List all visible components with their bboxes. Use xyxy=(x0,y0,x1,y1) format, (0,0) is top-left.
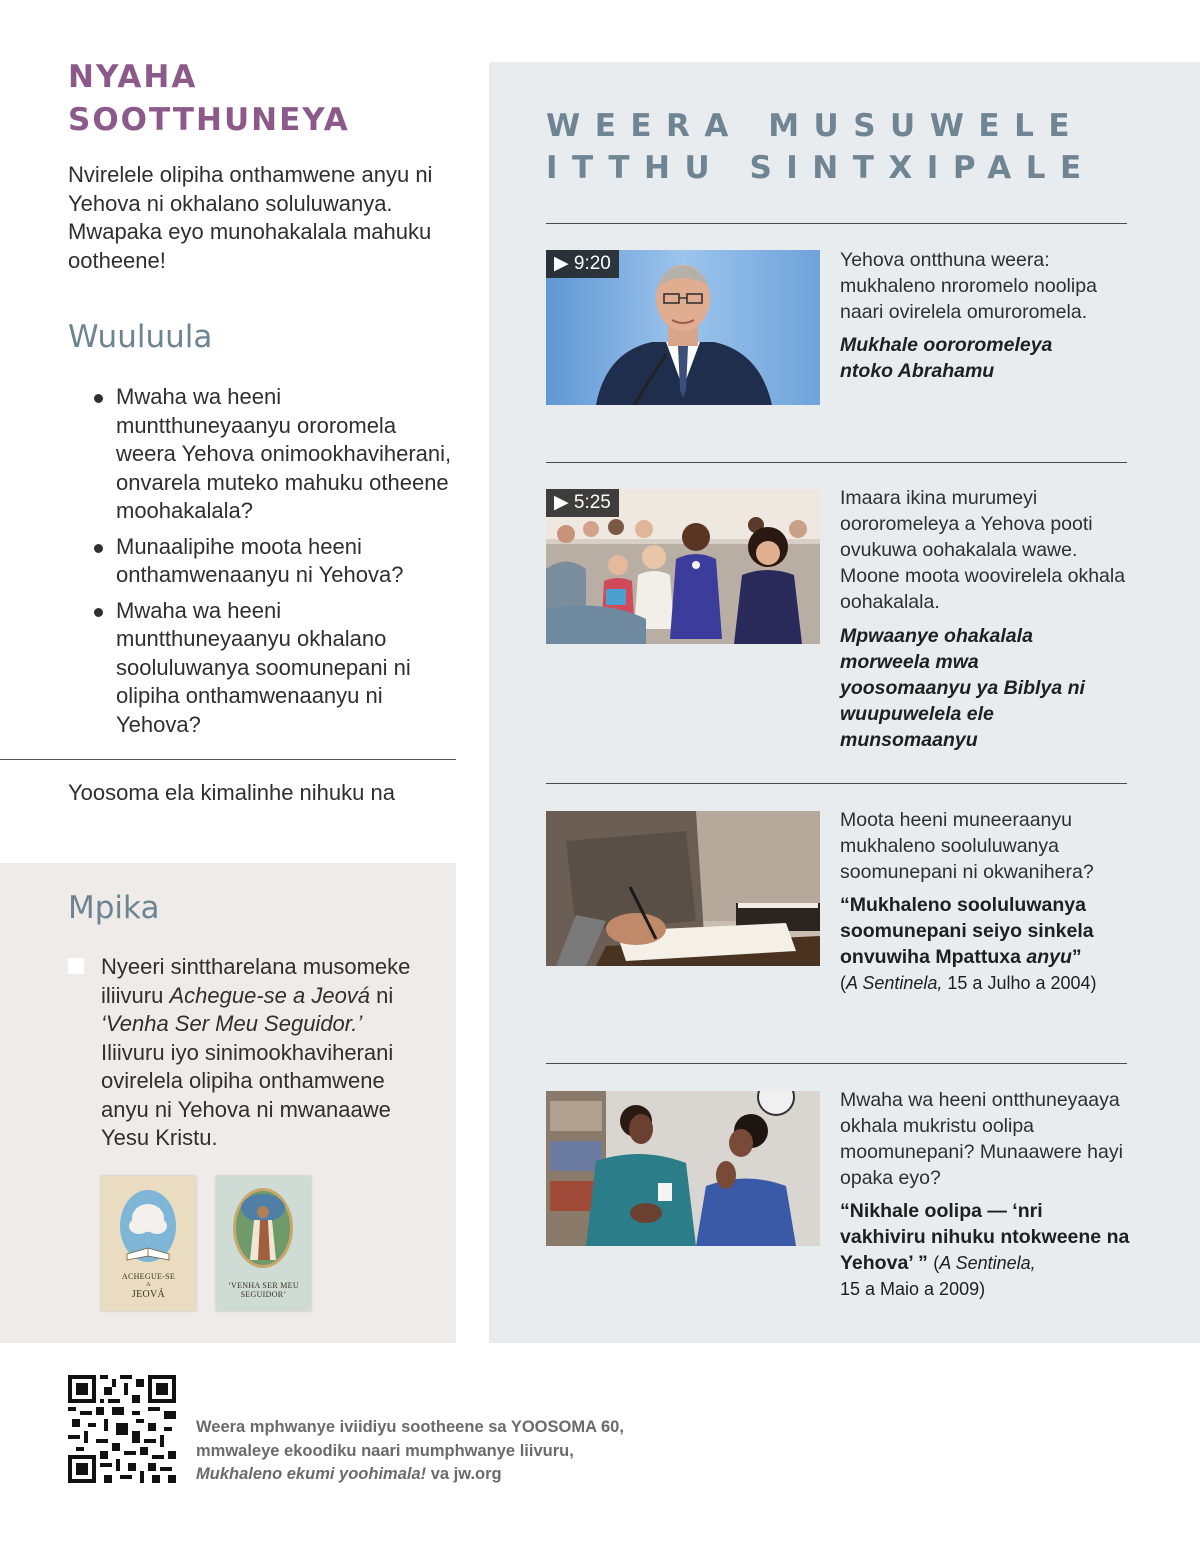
writing-hand-image xyxy=(546,811,820,966)
book-cover-venha-ser-meu-seguidor[interactable] xyxy=(216,1176,311,1311)
more-info-title: WEERA MUSUWELE ITTHU SINTXIPALE xyxy=(546,108,1096,186)
completion-note: Yoosoma ela kimalinhe nihuku na xyxy=(68,780,395,805)
article-description: Moota heeni muneeraanyu mukhaleno sooluluwanya soomunepani ni okwanihera? xyxy=(840,809,1094,883)
goal-checkbox[interactable] xyxy=(68,958,84,974)
divider xyxy=(546,462,1127,463)
book-title: ‘VENHA SER MEU SEGUIDOR’ xyxy=(228,1281,299,1299)
divider xyxy=(0,759,456,760)
article-title[interactable]: “Mukhaleno sooluluwanya soomunepani seiyo sinkela onvuwiha Mpattuxa anyu” (A Sentinela, 15 a Julho a 2004) xyxy=(840,894,1097,993)
footer-text: Weera mphwanye iviidiyu sootheene sa YOOSOMA 60, mmwaleye ekoodiku naari mumphwanye liivuru, Mukhaleno ekumi yoohimala! va jw.org xyxy=(196,1418,624,1483)
video-duration: ▶ 9:20 xyxy=(546,250,619,278)
video-title[interactable]: Mpwaanye ohakalala morweela mwa yoosomaanyu ya Biblya ni wuupuwelela ele munsomaanyu xyxy=(840,625,1085,751)
goal-heading: Mpika xyxy=(68,890,160,926)
qr-code-icon[interactable] xyxy=(68,1375,176,1483)
video-description: Imaara ikina murumeyi oororomeleya a Yehova pooti ovukuwa oohakalala wawe. Moone moota woovirelela okhala oohakalala. xyxy=(840,487,1126,613)
video-title[interactable]: Mukhale oororomeleya ntoko Abrahamu xyxy=(840,334,1053,382)
review-heading: Wuuluula xyxy=(68,319,213,355)
goal-text: Nyeeri sinttharelana musomeke iliivuru Achegue-se a Jeová ni ‘Venha Ser Meu Seguidor.’ Iliivuru iyo sinimookhaviherani ovirelela olipiha onthamwene anyu ni Yehova ni mwanaawe Yesu Kristu. xyxy=(101,954,411,1150)
video-thumbnail[interactable] xyxy=(546,250,820,405)
article-thumbnail[interactable] xyxy=(546,811,820,966)
article-description: Mwaha wa heeni ontthuneyaaya okhala mukristu oolipa moomunepani? Munaawere hayi opaka eyo? xyxy=(840,1089,1123,1189)
summary-title: NYAHA SOOTTHUNEYA xyxy=(68,59,350,138)
video-description: Yehova ontthuna weera: mukhaleno nroromelo noolipa naari ovirelela omuroromela. xyxy=(840,249,1097,323)
review-question: Mwaha wa heeni muntthuneyaanyu okhalano sooluluwanya soomunepani ni olipiha onthamwenaanyu ni Yehova? xyxy=(92,597,454,740)
summary-text: Nvirelele olipiha onthamwene anyu ni Yehova ni okhalano soluluwanya. Mwapaka eyo munohakalala mahuku ootheene! xyxy=(68,162,433,273)
divider xyxy=(546,223,1127,224)
divider xyxy=(546,783,1127,784)
article-title[interactable]: “Nikhale oolipa — ‘nri vakhiviru nihuku ntokweene na Yehova’ ” (A Sentinela, 15 a Maio a 2009) xyxy=(840,1200,1130,1299)
video-duration: ▶ 5:25 xyxy=(546,489,619,517)
video-thumbnail[interactable] xyxy=(546,489,820,644)
nurses-talking-image xyxy=(546,1091,820,1246)
book-cover-achegue-se[interactable] xyxy=(101,1176,196,1311)
divider xyxy=(546,1063,1127,1064)
review-question-list xyxy=(92,383,454,746)
review-question: Mwaha wa heeni muntthuneyaanyu ororomela weera Yehova onimookhaviherani, onvarela muteko mahuku otheene moohakalala? xyxy=(92,383,454,526)
article-thumbnail[interactable] xyxy=(546,1091,820,1246)
book-title: ACHEGUE-SE A JEOVÁ xyxy=(121,1272,176,1300)
review-question: Munaalipihe moota heeni onthamwenaanyu ni Yehova? xyxy=(92,533,454,590)
